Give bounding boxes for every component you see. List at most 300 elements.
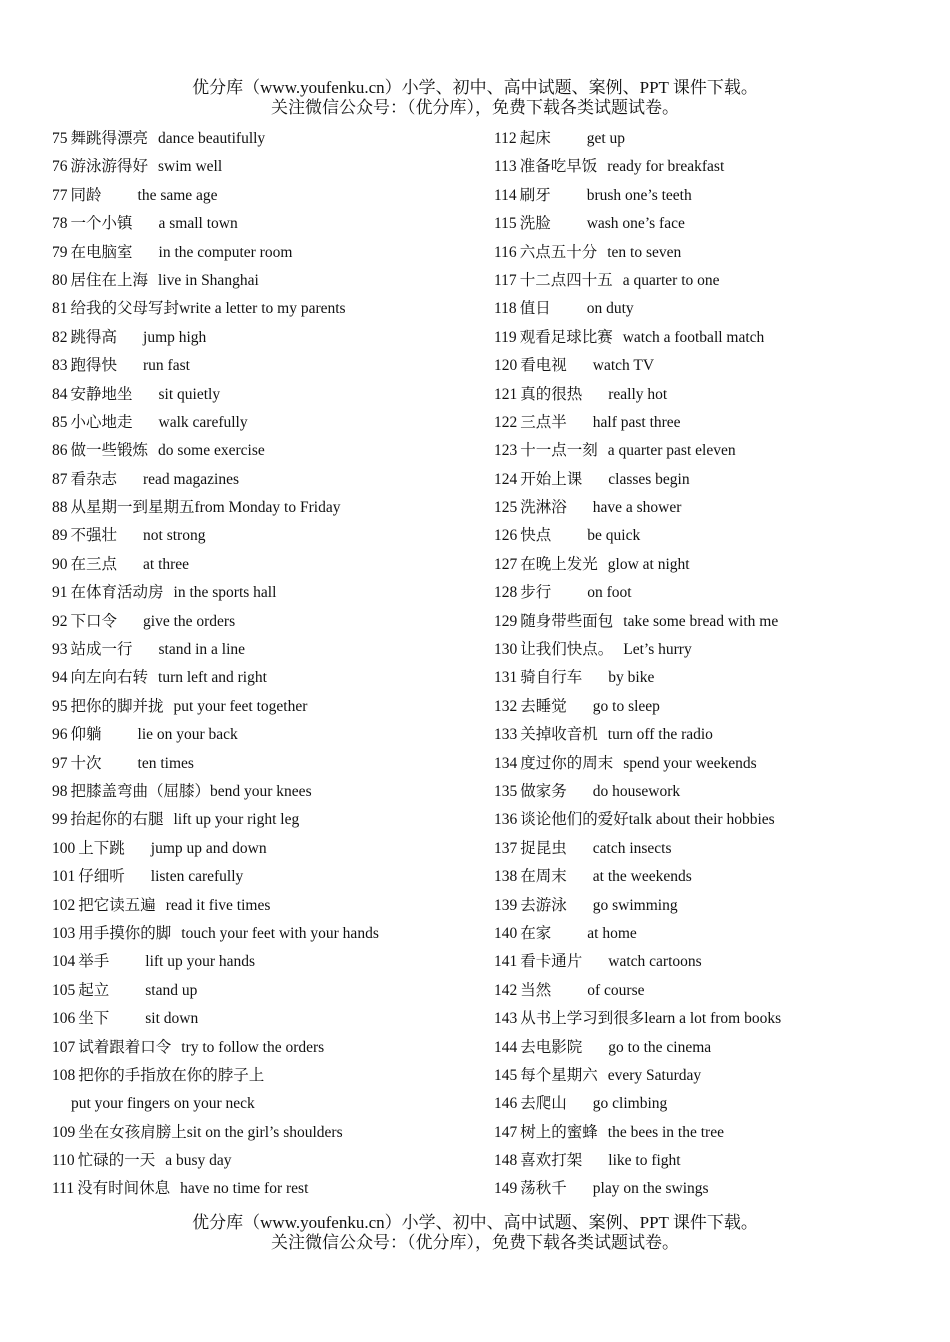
vocab-english: do housework	[592, 782, 681, 800]
vocab-chinese: 荡秋千	[520, 1180, 567, 1198]
vocab-chinese: 在周末	[520, 868, 567, 886]
vocab-number: 88	[52, 499, 68, 517]
vocab-number: 125	[494, 499, 518, 517]
vocab-item	[494, 153, 924, 181]
vocab-number: 111	[52, 1180, 75, 1198]
vocab-number: 146	[494, 1095, 518, 1113]
vocab-number: 149	[494, 1180, 518, 1198]
vocab-number: 136	[494, 811, 518, 829]
vocab-english: lie on your back	[137, 726, 238, 744]
vocab-item	[494, 806, 924, 834]
vocab-english: not strong	[143, 527, 206, 545]
vocab-number: 96	[52, 726, 68, 744]
vocab-chinese: 从星期一到星期五	[70, 499, 195, 517]
vocab-item	[52, 522, 482, 550]
vocab-english: lift up your hands	[145, 953, 256, 971]
vocab-item	[494, 437, 924, 465]
vocab-number: 82	[52, 328, 68, 346]
vocab-chinese: 捉昆虫	[520, 839, 567, 857]
vocab-item	[52, 551, 482, 579]
vocab-item	[52, 324, 482, 352]
vocab-chinese: 步行	[520, 584, 552, 602]
vocab-english: stand up	[145, 981, 198, 999]
vocab-number: 84	[52, 385, 68, 403]
vocab-item	[52, 210, 482, 238]
vocab-number: 128	[494, 584, 518, 602]
header-banner	[0, 78, 950, 118]
vocab-number: 94	[52, 669, 68, 687]
vocab-chinese: 做一些锻炼	[70, 442, 149, 460]
vocab-number: 112	[494, 130, 517, 147]
vocab-english: go swimming	[592, 896, 678, 914]
vocab-item	[52, 182, 482, 210]
vocab-english: go to sleep	[592, 697, 660, 715]
vocab-item	[494, 466, 924, 494]
vocab-chinese: 在电脑室	[70, 243, 133, 261]
vocab-number: 144	[494, 1038, 518, 1056]
footer-line-1: 优分库（www.youfenku.cn）小学、初中、高中试题、案例、PPT 课件下载。	[192, 1213, 758, 1232]
vocab-english: wash one’s face	[586, 215, 685, 233]
vocab-number: 80	[52, 271, 68, 289]
vocab-chinese: 度过你的周末	[520, 754, 614, 772]
vocab-english: the same age	[137, 186, 218, 204]
vocab-number: 103	[52, 924, 76, 942]
vocab-chinese: 同龄	[70, 186, 102, 204]
vocab-chinese: 在家	[520, 924, 552, 942]
vocab-english: run fast	[143, 357, 190, 375]
vocab-english: catch insects	[592, 839, 672, 857]
vocab-chinese: 上下跳	[78, 839, 125, 857]
vocab-chinese: 忙碌的一天	[77, 1152, 156, 1170]
vocab-number: 75	[52, 130, 68, 147]
vocab-english: half past three	[592, 413, 681, 431]
vocab-number: 77	[52, 186, 68, 204]
vocab-english: live in Shanghai	[158, 271, 259, 289]
vocab-number: 131	[494, 669, 518, 687]
vocab-number: 140	[494, 924, 518, 942]
vocab-chinese: 开始上课	[520, 470, 583, 488]
vocab-english: swim well	[158, 158, 223, 176]
vocab-number: 93	[52, 641, 68, 659]
vocab-number: 97	[52, 754, 68, 772]
vocab-item	[52, 267, 482, 295]
vocab-item	[494, 295, 924, 323]
vocab-item	[52, 778, 482, 806]
vocab-english: on foot	[587, 584, 632, 602]
vocab-chinese: 游泳游得好	[70, 158, 149, 176]
vocab-english: at three	[143, 555, 190, 573]
vocab-item	[494, 239, 924, 267]
vocab-english: a quarter past eleven	[607, 442, 736, 460]
vocab-number: 90	[52, 555, 68, 573]
vocab-item	[494, 352, 924, 380]
vocab-english: at home	[587, 924, 637, 942]
vocab-item	[494, 721, 924, 749]
vocab-chinese: 喜欢打架	[520, 1152, 583, 1170]
vocab-english: do some exercise	[158, 442, 265, 460]
vocab-english: Let’s hurry	[623, 641, 692, 659]
vocab-english: write a letter to my parents	[179, 300, 346, 318]
vocab-item	[52, 920, 482, 948]
vocab-chinese: 三点半	[520, 413, 567, 431]
vocab-item	[494, 381, 924, 409]
vocab-english: of course	[587, 981, 645, 999]
vocab-english: sit on the girl’s shoulders	[186, 1123, 343, 1141]
header-line-2: 关注微信公众号：（优分库），免费下载各类试题试卷。	[271, 98, 679, 117]
vocab-english: talk about their hobbies	[628, 811, 775, 829]
vocab-number: 109	[52, 1123, 76, 1141]
vocab-number: 95	[52, 697, 68, 715]
vocab-english: in the computer room	[158, 243, 293, 261]
vocab-number: 129	[494, 612, 518, 630]
vocab-english: read magazines	[143, 470, 239, 488]
vocab-english: have no time for rest	[180, 1180, 309, 1198]
vocab-item	[52, 1062, 482, 1090]
vocab-english: sit down	[145, 1010, 199, 1028]
vocab-item	[494, 1119, 924, 1147]
vocab-chinese: 把你的脚并拢	[70, 697, 164, 715]
vocab-chinese: 当然	[520, 981, 552, 999]
vocab-item	[52, 892, 482, 920]
vocab-item	[494, 977, 924, 1005]
vocab-chinese: 洗脸	[519, 215, 551, 233]
vocab-chinese: 真的很热	[520, 385, 583, 403]
vocab-chinese: 十二点四十五	[519, 271, 613, 289]
vocab-english: from Monday to Friday	[194, 499, 341, 517]
vocab-item	[52, 1090, 482, 1118]
vocab-number: 130	[494, 641, 518, 659]
vocab-chinese: 向左向右转	[70, 669, 149, 687]
vocab-item	[52, 608, 482, 636]
vocab-item	[52, 948, 482, 976]
vocab-chinese: 观看足球比赛	[519, 328, 613, 346]
vocab-item	[52, 1034, 482, 1062]
vocab-english: have a shower	[592, 499, 682, 517]
vocab-item	[494, 579, 924, 607]
vocab-item	[494, 664, 924, 692]
vocab-number: 89	[52, 527, 68, 545]
vocab-item	[494, 551, 924, 579]
vocab-english: in the sports hall	[173, 584, 277, 602]
vocab-english: turn off the radio	[607, 726, 713, 744]
vocab-english: read it five times	[165, 896, 271, 914]
vocab-chinese: 坐下	[78, 1010, 110, 1028]
vocab-english: like to fight	[608, 1152, 681, 1170]
vocab-item	[52, 125, 482, 153]
vocab-chinese: 把它读五遍	[78, 896, 156, 914]
vocab-chinese: 刷牙	[519, 186, 551, 204]
vocab-english: dance beautifully	[158, 130, 266, 147]
footer-banner	[0, 1213, 950, 1253]
vocab-english: listen carefully	[150, 868, 244, 886]
vocab-number: 137	[494, 839, 518, 857]
vocab-chinese: 洗淋浴	[520, 499, 567, 517]
vocab-english: really hot	[608, 385, 668, 403]
vocab-chinese: 谈论他们的爱好	[520, 811, 629, 829]
vocab-chinese: 居住在上海	[70, 271, 149, 289]
vocab-english: jump up and down	[150, 839, 267, 857]
vocab-chinese: 树上的蜜蜂	[520, 1123, 598, 1141]
vocab-chinese: 看卡通片	[520, 953, 583, 971]
vocab-english: take some bread with me	[623, 612, 779, 630]
vocab-number: 120	[494, 357, 518, 375]
vocab-english: touch your feet with your hands	[181, 924, 379, 942]
vocab-english: go to the cinema	[608, 1038, 712, 1056]
vocab-chinese: 一个小镇	[70, 215, 133, 233]
vocab-item	[494, 636, 924, 664]
vocab-english: the bees in the tree	[607, 1123, 724, 1141]
vocab-number: 139	[494, 896, 518, 914]
vocab-english: watch a football match	[622, 328, 765, 346]
vocab-number: 133	[494, 726, 518, 744]
vocab-chinese: 去睡觉	[520, 697, 567, 715]
vocab-chinese: 看电视	[520, 357, 567, 375]
vocab-chinese: 随身带些面包	[520, 612, 614, 630]
vocab-number: 102	[52, 896, 76, 914]
vocab-chinese: 六点五十分	[519, 243, 598, 261]
vocab-item	[494, 835, 924, 863]
vocab-item	[494, 693, 924, 721]
vocab-english: classes begin	[608, 470, 690, 488]
vocab-item	[494, 1005, 924, 1033]
vocab-chinese: 仔细听	[78, 868, 125, 886]
vocab-english: ten to seven	[607, 243, 682, 261]
vocab-number: 79	[52, 243, 68, 261]
vocab-number: 135	[494, 782, 518, 800]
vocab-item	[52, 153, 482, 181]
vocab-english: put your fingers on your neck	[71, 1095, 255, 1113]
vocab-number: 83	[52, 357, 68, 375]
vocab-english: watch cartoons	[608, 953, 702, 971]
vocab-number: 98	[52, 782, 68, 800]
vocab-number: 86	[52, 442, 68, 460]
vocab-chinese: 舞跳得漂亮	[70, 130, 149, 147]
vocab-number: 126	[494, 527, 518, 545]
vocab-number: 105	[52, 981, 76, 999]
vocab-number: 101	[52, 868, 76, 886]
vocab-item	[52, 352, 482, 380]
vocab-chinese: 值日	[519, 300, 551, 318]
vocab-number: 143	[494, 1010, 518, 1028]
vocab-item	[52, 295, 482, 323]
vocab-item	[494, 1090, 924, 1118]
vocab-chinese: 把膝盖弯曲（屈膝）	[70, 782, 211, 800]
vocab-item	[494, 1062, 924, 1090]
vocab-chinese: 快点	[520, 527, 552, 545]
vocab-english: bend your knees	[210, 782, 312, 800]
vocab-chinese: 给我的父母写封	[70, 300, 180, 318]
vocab-item	[494, 324, 924, 352]
vocab-number: 124	[494, 470, 518, 488]
vocab-chinese: 十一点一刻	[520, 442, 598, 460]
vocab-number: 147	[494, 1123, 518, 1141]
vocab-english: go climbing	[592, 1095, 668, 1113]
vocab-chinese: 下口令	[70, 612, 118, 630]
vocab-english: ready for breakfast	[607, 158, 725, 176]
vocab-english: brush one’s teeth	[586, 186, 692, 204]
vocab-item	[494, 608, 924, 636]
vocab-chinese: 起床	[519, 130, 551, 147]
vocab-item	[52, 1119, 482, 1147]
vocab-chinese: 看杂志	[70, 470, 118, 488]
vocab-chinese: 关掉收音机	[520, 726, 598, 744]
vocab-number: 118	[494, 300, 517, 318]
vocab-english: a quarter to one	[622, 271, 720, 289]
vocab-number: 119	[494, 328, 517, 346]
vocab-item	[52, 437, 482, 465]
vocab-item	[494, 1147, 924, 1175]
vocab-english: every Saturday	[607, 1066, 702, 1084]
vocab-english: stand in a line	[158, 641, 246, 659]
vocab-item	[52, 664, 482, 692]
vocab-chinese: 不强壮	[70, 527, 118, 545]
vocab-number: 85	[52, 413, 68, 431]
vocab-chinese: 去爬山	[520, 1095, 567, 1113]
vocab-number: 99	[52, 811, 68, 829]
vocab-english: sit quietly	[158, 385, 221, 403]
vocab-chinese: 举手	[78, 953, 110, 971]
vocab-chinese: 起立	[78, 981, 110, 999]
vocab-english: be quick	[587, 527, 641, 545]
vocab-english: by bike	[608, 669, 655, 687]
vocab-item	[52, 977, 482, 1005]
vocab-chinese: 在三点	[70, 555, 118, 573]
vocab-chinese: 站成一行	[70, 641, 133, 659]
vocab-english: play on the swings	[592, 1180, 709, 1198]
vocab-number: 123	[494, 442, 518, 460]
vocab-number: 110	[52, 1152, 75, 1170]
vocab-chinese: 跳得高	[70, 328, 118, 346]
vocab-chinese: 去电影院	[520, 1038, 583, 1056]
vocab-chinese: 抬起你的右腿	[70, 811, 164, 829]
vocab-item	[52, 693, 482, 721]
vocab-list-left	[52, 125, 482, 1204]
vocab-english: on duty	[586, 300, 634, 318]
vocab-item	[494, 750, 924, 778]
vocab-item	[494, 892, 924, 920]
vocab-chinese: 没有时间休息	[77, 1180, 171, 1198]
vocab-number: 87	[52, 470, 68, 488]
header-line-1: 优分库（www.youfenku.cn）小学、初中、高中试题、案例、PPT 课件下载。	[192, 78, 758, 97]
vocab-english: walk carefully	[158, 413, 248, 431]
vocab-chinese: 仰躺	[70, 726, 102, 744]
vocab-item	[494, 948, 924, 976]
vocab-item	[52, 1175, 482, 1203]
vocab-number: 113	[494, 158, 517, 176]
vocab-chinese: 每个星期六	[520, 1066, 598, 1084]
vocab-english: put your feet together	[173, 697, 308, 715]
vocab-number: 81	[52, 300, 68, 318]
vocab-number: 116	[494, 243, 517, 261]
vocab-chinese: 骑自行车	[520, 669, 583, 687]
vocab-number: 148	[494, 1152, 518, 1170]
vocab-number: 106	[52, 1010, 76, 1028]
vocab-number: 76	[52, 158, 68, 176]
vocab-number: 127	[494, 555, 518, 573]
vocab-number: 78	[52, 215, 68, 233]
vocab-chinese: 小心地走	[70, 413, 133, 431]
vocab-item	[52, 409, 482, 437]
vocab-chinese: 在体育活动房	[70, 584, 164, 602]
vocab-english: lift up your right leg	[173, 811, 300, 829]
vocab-chinese: 安静地坐	[70, 385, 133, 403]
vocab-item	[494, 494, 924, 522]
vocab-item	[494, 267, 924, 295]
vocab-english: learn a lot from books	[644, 1010, 782, 1028]
vocab-number: 91	[52, 584, 68, 602]
vocab-english: jump high	[143, 328, 207, 346]
vocab-chinese: 从书上学习到很多	[520, 1010, 645, 1028]
vocab-number: 138	[494, 868, 518, 886]
vocab-number: 141	[494, 953, 518, 971]
vocab-english: at the weekends	[592, 868, 692, 886]
vocab-item	[52, 636, 482, 664]
vocab-list-right	[494, 125, 924, 1204]
vocab-chinese: 十次	[70, 754, 102, 772]
vocab-number: 142	[494, 981, 518, 999]
vocab-number: 115	[494, 215, 517, 233]
vocab-chinese: 跑得快	[70, 357, 118, 375]
vocab-number: 100	[52, 839, 76, 857]
vocab-number: 121	[494, 385, 518, 403]
vocab-item	[494, 125, 924, 153]
vocab-chinese: 做家务	[520, 782, 567, 800]
vocab-number: 132	[494, 697, 518, 715]
vocab-item	[494, 863, 924, 891]
vocab-english: get up	[586, 130, 626, 147]
vocab-chinese: 去游泳	[520, 896, 567, 914]
vocab-item	[52, 835, 482, 863]
vocab-number: 114	[494, 186, 517, 204]
vocab-item	[494, 409, 924, 437]
vocab-chinese: 在晚上发光	[520, 555, 598, 573]
vocab-item	[52, 466, 482, 494]
vocab-item	[494, 920, 924, 948]
vocab-english: give the orders	[143, 612, 236, 630]
vocab-number: 134	[494, 754, 518, 772]
footer-line-2: 关注微信公众号：（优分库），免费下载各类试题试卷。	[271, 1233, 679, 1252]
vocab-item	[494, 522, 924, 550]
vocab-item	[52, 381, 482, 409]
vocab-number: 145	[494, 1066, 518, 1084]
vocab-chinese: 让我们快点。	[520, 641, 614, 659]
vocab-number: 117	[494, 271, 517, 289]
vocab-item	[52, 1005, 482, 1033]
vocab-item	[494, 1034, 924, 1062]
vocab-number: 108	[52, 1066, 76, 1084]
vocab-chinese: 把你的手指放在你的脖子上	[78, 1066, 265, 1084]
vocab-english: ten times	[137, 754, 194, 772]
vocab-number: 104	[52, 953, 76, 971]
vocab-item	[52, 579, 482, 607]
vocab-chinese: 准备吃早饭	[519, 158, 598, 176]
vocab-item	[52, 863, 482, 891]
vocab-item	[52, 721, 482, 749]
vocab-item	[52, 494, 482, 522]
vocab-english: try to follow the orders	[181, 1038, 325, 1056]
vocab-chinese: 用手摸你的脚	[78, 924, 172, 942]
vocab-english: a small town	[158, 215, 238, 233]
vocab-item	[52, 750, 482, 778]
vocab-english: glow at night	[607, 555, 690, 573]
vocab-number: 122	[494, 413, 518, 431]
vocab-english: a busy day	[165, 1152, 232, 1170]
vocab-item	[494, 1175, 924, 1203]
vocab-number: 107	[52, 1038, 76, 1056]
vocab-english: turn left and right	[158, 669, 267, 687]
vocab-item	[494, 182, 924, 210]
vocab-english: watch TV	[592, 357, 655, 375]
